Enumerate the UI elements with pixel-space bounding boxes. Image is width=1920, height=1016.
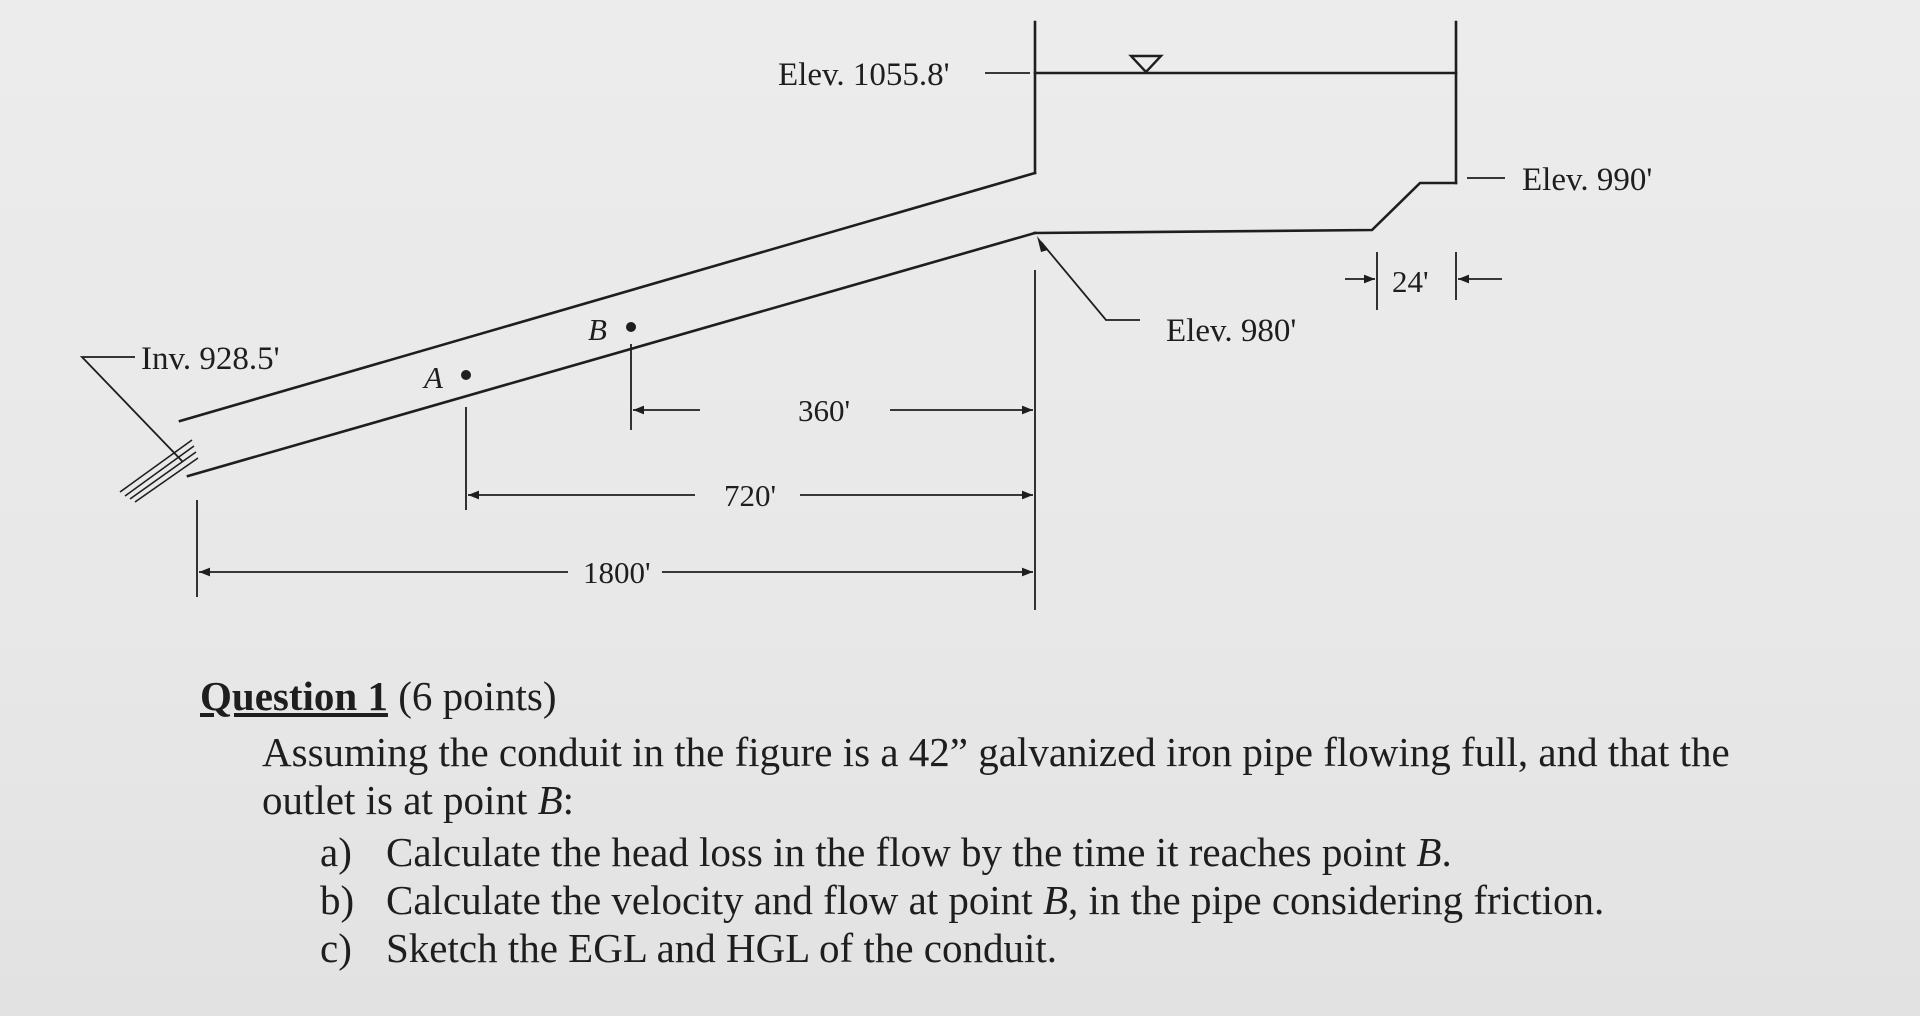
question-heading xyxy=(200,672,1880,720)
part-text: Calculate the head loss in the flow by the time it reaches point xyxy=(386,829,1417,875)
part-marker: b) xyxy=(320,877,355,923)
dim-720-value: 720' xyxy=(724,478,777,513)
question-parts xyxy=(320,828,1880,972)
outlet-hatch xyxy=(120,440,198,502)
part-text-end: . xyxy=(1441,829,1452,875)
pipe-invert xyxy=(188,233,1035,476)
question-intro-text: Assuming the conduit in the figure is a 42” galvanized iron pipe flowing full, and that the outlet is at point xyxy=(262,729,1730,823)
question-part-c xyxy=(320,924,1880,972)
point-a-label: A xyxy=(424,360,443,395)
water-surface-triangle xyxy=(1131,56,1161,72)
part-point: B xyxy=(1042,877,1068,923)
reservoir-bottom xyxy=(1035,183,1456,233)
question-points: (6 points) xyxy=(398,673,557,719)
point-b-dot xyxy=(626,322,636,332)
part-marker: c) xyxy=(320,925,352,971)
elev-1055-label: Elev. 1055.8' xyxy=(778,57,950,93)
elev-980-arrowhead xyxy=(1037,236,1048,252)
elev-980-leader xyxy=(1041,242,1140,320)
point-a-dot xyxy=(461,370,471,380)
question-block xyxy=(200,672,1880,972)
question-intro-point: B xyxy=(537,777,563,823)
dim-1800-value: 1800' xyxy=(583,555,651,590)
question-intro-end: : xyxy=(562,777,575,823)
part-text-end: , in the pipe considering friction. xyxy=(1068,877,1605,923)
point-b-label: B xyxy=(588,312,607,347)
part-marker: a) xyxy=(320,829,352,875)
part-text: Calculate the velocity and flow at point xyxy=(386,877,1043,923)
elev-990-label: Elev. 990' xyxy=(1522,162,1653,198)
elev-980-label: Elev. 980' xyxy=(1166,313,1297,349)
dim-360-value: 360' xyxy=(798,393,851,428)
pipe-crown xyxy=(180,173,1035,421)
invert-label: Inv. 928.5' xyxy=(141,341,280,377)
question-intro xyxy=(262,728,1822,824)
part-text: Sketch the EGL and HGL of the conduit. xyxy=(386,925,1058,971)
part-point: B xyxy=(1416,829,1442,875)
question-part-b xyxy=(320,876,1880,924)
question-title: Question 1 xyxy=(200,673,388,719)
dim-24-value: 24' xyxy=(1392,264,1429,299)
question-part-a xyxy=(320,828,1880,876)
